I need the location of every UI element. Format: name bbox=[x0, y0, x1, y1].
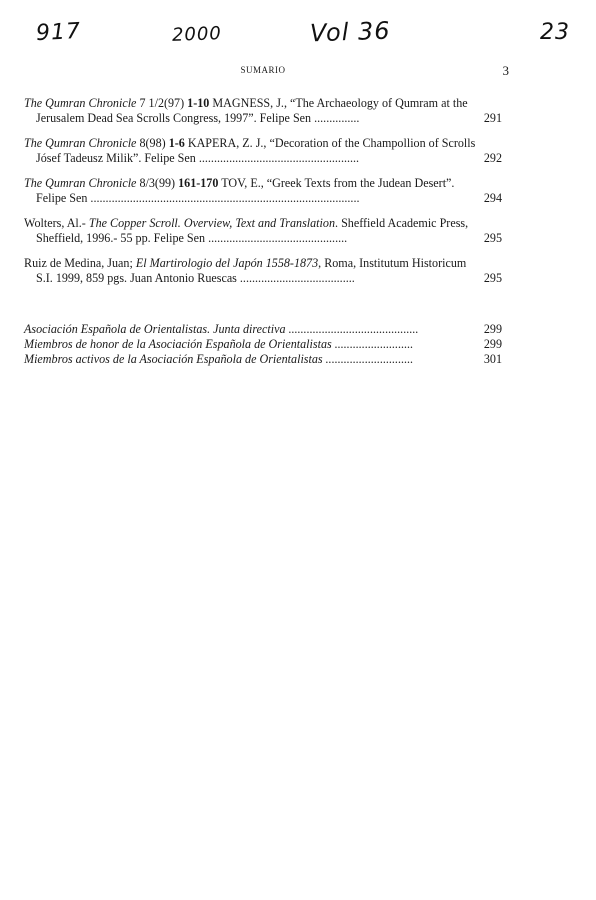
entry-issue: 8/3(99) bbox=[136, 176, 179, 190]
entry-page-number: 294 bbox=[483, 190, 502, 205]
entry-journal: The Qumran Chronicle bbox=[24, 96, 137, 110]
header-page-number: 3 bbox=[502, 63, 509, 78]
entry-page-number: 301 bbox=[483, 352, 502, 366]
entry-page-number: 295 bbox=[483, 230, 502, 245]
entry-issue: 7 1/2(97) bbox=[136, 96, 188, 110]
entry-text bbox=[24, 96, 476, 125]
entry-page-number: 299 bbox=[483, 322, 502, 336]
entry-pages: 1-6 bbox=[168, 136, 185, 150]
toc-entry bbox=[24, 256, 504, 285]
entry-author: Ruiz de Medina, Juan; bbox=[24, 256, 136, 270]
entry-text: Miembros activos de la Asociación Española de Orientalistas ............................. bbox=[24, 352, 414, 366]
association-entries bbox=[24, 322, 504, 367]
toc-entry bbox=[24, 136, 504, 165]
entry-journal: The Qumran Chronicle bbox=[24, 136, 137, 150]
entry-page-number: 299 bbox=[483, 337, 502, 351]
toc-entry bbox=[24, 337, 504, 352]
toc-entry bbox=[24, 216, 504, 245]
entry-issue: 8(98) bbox=[136, 136, 169, 150]
toc-entry bbox=[24, 352, 504, 367]
entry-text bbox=[24, 176, 476, 205]
entry-rest: KAPERA, Z. J., “Decoration of the Champollion of Scrolls Jósef Tadeusz Milik”. Felipe Sen ..................................................... bbox=[36, 136, 476, 165]
header-title: SUMARIO bbox=[240, 65, 286, 75]
entry-page-number: 295 bbox=[483, 270, 502, 285]
entry-author: Wolters, Al.- bbox=[24, 216, 89, 230]
entry-text bbox=[24, 136, 476, 165]
handwritten-note-volume: Vol 36 bbox=[309, 16, 391, 48]
entry-journal: The Qumran Chronicle bbox=[24, 176, 137, 190]
entry-rest: MAGNESS, J., “The Archaeology of Qumram at the Jerusalem Dead Sea Scrolls Congress, 1997”. Felipe Sen ............... bbox=[36, 96, 468, 125]
entry-text: Miembros de honor de la Asociación Española de Orientalistas .......................... bbox=[24, 337, 414, 351]
entry-page-number: 292 bbox=[483, 150, 502, 165]
entry-rest: , Roma, Institutum Historicum S.I. 1999, 859 pgs. Juan Antonio Ruescas ...................................... bbox=[36, 256, 467, 285]
handwritten-note-page: 23 bbox=[540, 20, 570, 45]
toc-entry bbox=[24, 322, 504, 337]
entry-book-title: The Copper Scroll. Overview, Text and Translation bbox=[88, 216, 336, 230]
entry-text: Asociación Española de Orientalistas. Junta directiva ........................................... bbox=[24, 322, 419, 336]
review-entries bbox=[24, 96, 504, 296]
toc-entry bbox=[24, 176, 504, 205]
entry-text bbox=[24, 216, 476, 245]
toc-entry bbox=[24, 96, 504, 125]
handwritten-note-year: 2000 bbox=[171, 23, 223, 46]
running-header bbox=[0, 63, 596, 79]
handwritten-note-number: 917 bbox=[35, 18, 82, 47]
entry-text bbox=[24, 256, 476, 285]
entry-pages: 1-10 bbox=[187, 96, 210, 110]
entry-book-title: El Martirologio del Japón 1558-1873 bbox=[135, 256, 319, 270]
entry-page-number: 291 bbox=[483, 110, 502, 125]
entry-rest: . Sheffield Academic Press, Sheffield, 1996.- 55 pp. Felipe Sen .............................................. bbox=[36, 216, 469, 245]
entry-rest: TOV, E., “Greek Texts from the Judean Desert”. Felipe Sen ......................................................................................... bbox=[36, 176, 455, 205]
entry-pages: 161-170 bbox=[178, 176, 219, 190]
